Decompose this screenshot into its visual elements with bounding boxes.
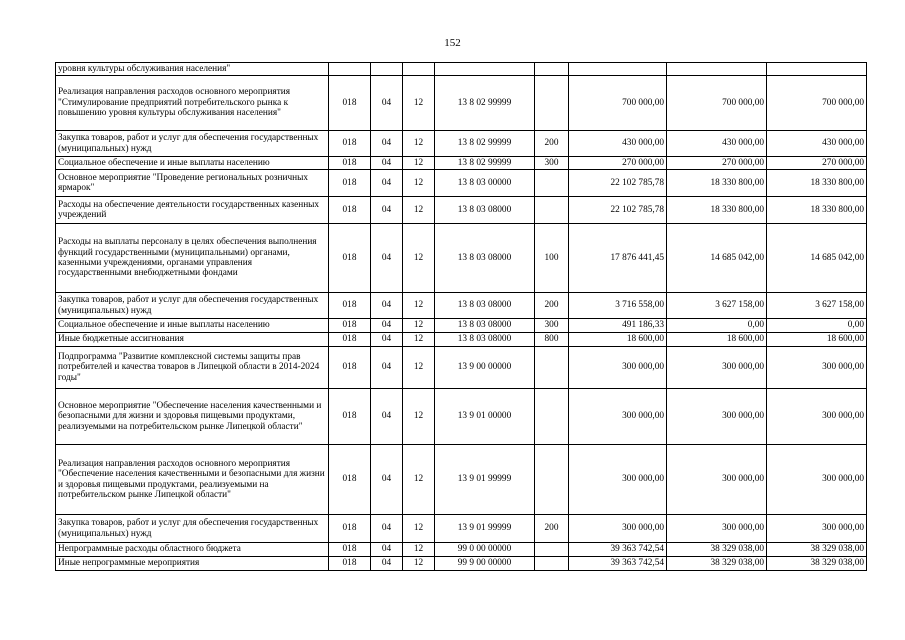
row-name: Иные непрограммные мероприятия xyxy=(56,557,329,571)
cell-ved: 018 xyxy=(329,131,371,157)
cell-razdel: 04 xyxy=(371,445,403,515)
row-name: Закупка товаров, работ и услуг для обеспечения государственных (муниципальных) нужд xyxy=(56,515,329,543)
cell-ved: 018 xyxy=(329,389,371,445)
cell-sum-year-1: 18 600,00 xyxy=(569,333,667,347)
cell-expense-type xyxy=(535,63,569,76)
cell-sum-year-1: 17 876 441,45 xyxy=(569,224,667,293)
cell-podrazdel: 12 xyxy=(403,515,435,543)
table-row xyxy=(56,557,867,571)
cell-sum-year-2: 700 000,00 xyxy=(667,76,767,131)
cell-target-article: 13 8 03 08000 xyxy=(435,319,535,333)
cell-sum-year-2: 3 627 158,00 xyxy=(667,293,767,319)
cell-sum-year-1: 300 000,00 xyxy=(569,347,667,389)
cell-target-article: 13 8 03 00000 xyxy=(435,170,535,197)
cell-sum-year-3: 300 000,00 xyxy=(767,347,867,389)
row-name: Реализация направления расходов основного мероприятия "Стимулирование предприятий потребительского рынка к повышению уровня культуры обслуживания населения" xyxy=(56,76,329,131)
cell-sum-year-3: 300 000,00 xyxy=(767,389,867,445)
cell-razdel: 04 xyxy=(371,543,403,557)
table-row xyxy=(56,76,867,131)
cell-ved: 018 xyxy=(329,293,371,319)
cell-sum-year-2: 38 329 038,00 xyxy=(667,557,767,571)
cell-sum-year-2: 270 000,00 xyxy=(667,157,767,170)
cell-sum-year-2: 14 685 042,00 xyxy=(667,224,767,293)
cell-sum-year-3: 38 329 038,00 xyxy=(767,557,867,571)
cell-expense-type xyxy=(535,347,569,389)
cell-expense-type: 300 xyxy=(535,319,569,333)
cell-expense-type: 200 xyxy=(535,293,569,319)
cell-podrazdel: 12 xyxy=(403,224,435,293)
cell-ved: 018 xyxy=(329,347,371,389)
cell-ved: 018 xyxy=(329,557,371,571)
cell-sum-year-2 xyxy=(667,63,767,76)
cell-podrazdel: 12 xyxy=(403,319,435,333)
cell-target-article: 13 9 00 00000 xyxy=(435,347,535,389)
row-name: Социальное обеспечение и иные выплаты населению xyxy=(56,319,329,333)
cell-sum-year-3: 38 329 038,00 xyxy=(767,543,867,557)
budget-table xyxy=(55,62,867,571)
row-name: Закупка товаров, работ и услуг для обеспечения государственных (муниципальных) нужд xyxy=(56,131,329,157)
cell-expense-type xyxy=(535,445,569,515)
cell-sum-year-2: 38 329 038,00 xyxy=(667,543,767,557)
cell-sum-year-1: 22 102 785,78 xyxy=(569,170,667,197)
cell-sum-year-3: 430 000,00 xyxy=(767,131,867,157)
cell-sum-year-1: 22 102 785,78 xyxy=(569,197,667,224)
cell-ved: 018 xyxy=(329,445,371,515)
cell-sum-year-1 xyxy=(569,63,667,76)
cell-razdel: 04 xyxy=(371,157,403,170)
cell-sum-year-2: 18 330 800,00 xyxy=(667,197,767,224)
cell-razdel: 04 xyxy=(371,293,403,319)
cell-expense-type: 200 xyxy=(535,515,569,543)
cell-expense-type xyxy=(535,557,569,571)
cell-target-article: 13 9 01 00000 xyxy=(435,389,535,445)
cell-sum-year-1: 700 000,00 xyxy=(569,76,667,131)
row-name: уровня культуры обслуживания населения" xyxy=(56,63,329,76)
row-name: Реализация направления расходов основного мероприятия "Обеспечение населения качественными и безопасными для жизни и здоровья пищевыми продуктами, реализуемыми на потребительском рынке Липецкой области" xyxy=(56,445,329,515)
cell-razdel: 04 xyxy=(371,319,403,333)
cell-podrazdel xyxy=(403,63,435,76)
table-row xyxy=(56,157,867,170)
cell-razdel: 04 xyxy=(371,131,403,157)
cell-sum-year-3: 270 000,00 xyxy=(767,157,867,170)
cell-sum-year-3: 0,00 xyxy=(767,319,867,333)
table-row xyxy=(56,170,867,197)
cell-ved: 018 xyxy=(329,170,371,197)
cell-razdel: 04 xyxy=(371,389,403,445)
cell-podrazdel: 12 xyxy=(403,157,435,170)
cell-target-article: 13 9 01 99999 xyxy=(435,515,535,543)
cell-razdel: 04 xyxy=(371,515,403,543)
cell-razdel: 04 xyxy=(371,170,403,197)
cell-target-article: 99 0 00 00000 xyxy=(435,543,535,557)
cell-razdel: 04 xyxy=(371,197,403,224)
cell-sum-year-3: 300 000,00 xyxy=(767,445,867,515)
cell-expense-type: 800 xyxy=(535,333,569,347)
row-name: Непрограммные расходы областного бюджета xyxy=(56,543,329,557)
cell-razdel: 04 xyxy=(371,333,403,347)
row-name: Расходы на обеспечение деятельности государственных казенных учреждений xyxy=(56,197,329,224)
cell-target-article xyxy=(435,63,535,76)
cell-expense-type xyxy=(535,543,569,557)
row-name: Подпрограмма "Развитие комплексной системы защиты прав потребителей и качества товаров в Липецкой области в 2014-2024 годы" xyxy=(56,347,329,389)
table-row xyxy=(56,224,867,293)
row-name: Основное мероприятие "Обеспечение населения качественными и безопасными для жизни и здоровья пищевыми продуктами, реализуемыми на потребительском рынке Липецкой области" xyxy=(56,389,329,445)
cell-sum-year-3: 18 330 800,00 xyxy=(767,170,867,197)
cell-sum-year-1: 39 363 742,54 xyxy=(569,543,667,557)
cell-sum-year-1: 300 000,00 xyxy=(569,389,667,445)
table-row xyxy=(56,445,867,515)
cell-sum-year-1: 491 186,33 xyxy=(569,319,667,333)
cell-sum-year-3: 3 627 158,00 xyxy=(767,293,867,319)
cell-podrazdel: 12 xyxy=(403,333,435,347)
cell-target-article: 99 9 00 00000 xyxy=(435,557,535,571)
cell-sum-year-3 xyxy=(767,63,867,76)
cell-ved: 018 xyxy=(329,319,371,333)
table-row xyxy=(56,63,867,76)
cell-sum-year-1: 39 363 742,54 xyxy=(569,557,667,571)
cell-sum-year-1: 270 000,00 xyxy=(569,157,667,170)
cell-sum-year-1: 430 000,00 xyxy=(569,131,667,157)
cell-sum-year-1: 300 000,00 xyxy=(569,515,667,543)
cell-ved: 018 xyxy=(329,333,371,347)
table-row xyxy=(56,333,867,347)
cell-expense-type: 100 xyxy=(535,224,569,293)
cell-sum-year-1: 300 000,00 xyxy=(569,445,667,515)
cell-razdel: 04 xyxy=(371,76,403,131)
row-name: Расходы на выплаты персоналу в целях обеспечения выполнения функций государственными (муниципальными) органами, казенными учреждениями, органами управления государственными внебюджетными фондами xyxy=(56,224,329,293)
cell-podrazdel: 12 xyxy=(403,557,435,571)
row-name: Социальное обеспечение и иные выплаты населению xyxy=(56,157,329,170)
cell-target-article: 13 8 03 08000 xyxy=(435,224,535,293)
cell-razdel: 04 xyxy=(371,347,403,389)
cell-sum-year-2: 430 000,00 xyxy=(667,131,767,157)
cell-expense-type xyxy=(535,170,569,197)
cell-ved: 018 xyxy=(329,543,371,557)
cell-ved: 018 xyxy=(329,197,371,224)
cell-expense-type xyxy=(535,197,569,224)
cell-sum-year-3: 700 000,00 xyxy=(767,76,867,131)
cell-podrazdel: 12 xyxy=(403,445,435,515)
cell-podrazdel: 12 xyxy=(403,543,435,557)
cell-razdel xyxy=(371,63,403,76)
cell-sum-year-2: 300 000,00 xyxy=(667,347,767,389)
cell-ved xyxy=(329,63,371,76)
cell-ved: 018 xyxy=(329,515,371,543)
cell-sum-year-2: 300 000,00 xyxy=(667,515,767,543)
cell-target-article: 13 8 02 99999 xyxy=(435,76,535,131)
table-row xyxy=(56,197,867,224)
cell-target-article: 13 8 03 08000 xyxy=(435,293,535,319)
cell-podrazdel: 12 xyxy=(403,293,435,319)
page-number: 152 xyxy=(444,37,461,49)
cell-sum-year-3: 14 685 042,00 xyxy=(767,224,867,293)
table-row xyxy=(56,389,867,445)
cell-podrazdel: 12 xyxy=(403,389,435,445)
table-row xyxy=(56,543,867,557)
cell-expense-type xyxy=(535,76,569,131)
cell-expense-type: 200 xyxy=(535,131,569,157)
row-name: Закупка товаров, работ и услуг для обеспечения государственных (муниципальных) нужд xyxy=(56,293,329,319)
cell-sum-year-2: 18 330 800,00 xyxy=(667,170,767,197)
cell-target-article: 13 8 03 08000 xyxy=(435,333,535,347)
table-row xyxy=(56,293,867,319)
cell-podrazdel: 12 xyxy=(403,347,435,389)
table-row xyxy=(56,515,867,543)
cell-ved: 018 xyxy=(329,157,371,170)
cell-razdel: 04 xyxy=(371,224,403,293)
cell-expense-type: 300 xyxy=(535,157,569,170)
row-name: Основное мероприятие "Проведение региональных розничных ярмарок" xyxy=(56,170,329,197)
row-name: Иные бюджетные ассигнования xyxy=(56,333,329,347)
cell-sum-year-2: 300 000,00 xyxy=(667,445,767,515)
cell-sum-year-2: 300 000,00 xyxy=(667,389,767,445)
cell-razdel: 04 xyxy=(371,557,403,571)
cell-podrazdel: 12 xyxy=(403,170,435,197)
table-row xyxy=(56,131,867,157)
table-row xyxy=(56,347,867,389)
cell-sum-year-3: 18 330 800,00 xyxy=(767,197,867,224)
cell-sum-year-1: 3 716 558,00 xyxy=(569,293,667,319)
cell-sum-year-3: 300 000,00 xyxy=(767,515,867,543)
cell-sum-year-2: 0,00 xyxy=(667,319,767,333)
cell-target-article: 13 8 02 99999 xyxy=(435,157,535,170)
cell-sum-year-2: 18 600,00 xyxy=(667,333,767,347)
cell-sum-year-3: 18 600,00 xyxy=(767,333,867,347)
cell-podrazdel: 12 xyxy=(403,197,435,224)
cell-target-article: 13 8 02 99999 xyxy=(435,131,535,157)
cell-podrazdel: 12 xyxy=(403,131,435,157)
cell-expense-type xyxy=(535,389,569,445)
cell-ved: 018 xyxy=(329,76,371,131)
cell-podrazdel: 12 xyxy=(403,76,435,131)
table-row xyxy=(56,319,867,333)
cell-ved: 018 xyxy=(329,224,371,293)
cell-target-article: 13 8 03 08000 xyxy=(435,197,535,224)
cell-target-article: 13 9 01 99999 xyxy=(435,445,535,515)
